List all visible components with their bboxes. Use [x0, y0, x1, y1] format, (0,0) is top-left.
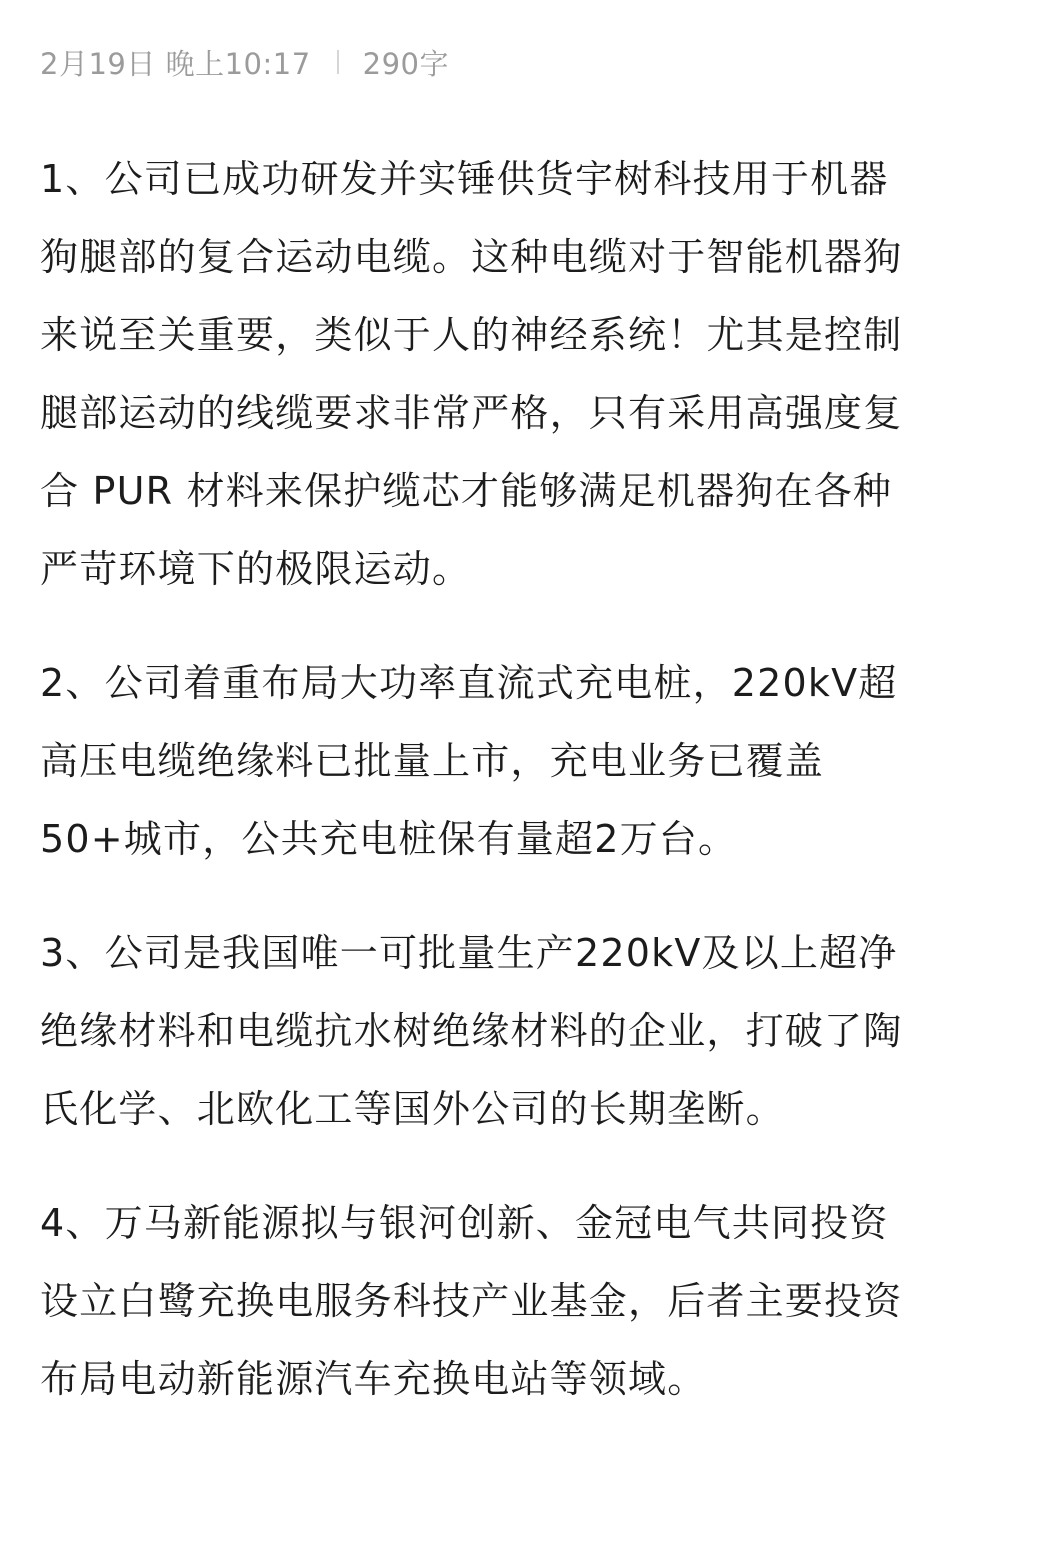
note-line: 绝缘材料和电缆抗水树绝缘材料的企业，打破了陶 [40, 1009, 903, 1053]
note-timestamp: 2月19日 晚上10:17 [40, 46, 311, 81]
note-meta-bar [40, 40, 449, 84]
note-word-count: 290字 [362, 46, 450, 81]
note-line: 3、公司是我国唯一可批量生产220kV及以上超净 [40, 931, 898, 975]
note-line: 氏化学、北欧化工等国外公司的长期垄断。 [40, 1087, 785, 1131]
note-body[interactable] [40, 140, 990, 1418]
meta-divider [337, 50, 339, 74]
note-line: 狗腿部的复合运动电缆。这种电缆对于智能机器狗 [40, 235, 903, 279]
note-line: 来说至关重要，类似于人的神经系统！尤其是控制 [40, 313, 903, 357]
note-line: 设立白鹭充换电服务科技产业基金，后者主要投资 [40, 1279, 903, 1323]
note-paragraph-2 [40, 644, 990, 878]
note-line: 合 PUR 材料来保护缆芯才能够满足机器狗在各种 [40, 469, 893, 513]
note-paragraph-1 [40, 140, 990, 608]
note-line: 高压电缆绝缘料已批量上市，充电业务已覆盖 [40, 739, 825, 783]
note-line: 4、万马新能源拟与银河创新、金冠电气共同投资 [40, 1201, 889, 1245]
note-paragraph-4 [40, 1184, 990, 1418]
note-line: 2、公司着重布局大功率直流式充电桩，220kV超 [40, 661, 898, 705]
note-line: 1、公司已成功研发并实锤供货宇树科技用于机器 [40, 157, 889, 201]
note-line: 腿部运动的线缆要求非常严格，只有采用高强度复 [40, 391, 903, 435]
note-line: 布局电动新能源汽车充换电站等领域。 [40, 1357, 707, 1401]
note-paragraph-3 [40, 914, 990, 1148]
note-line: 50+城市，公共充电桩保有量超2万台。 [40, 817, 738, 861]
note-line: 严苛环境下的极限运动。 [40, 547, 472, 591]
